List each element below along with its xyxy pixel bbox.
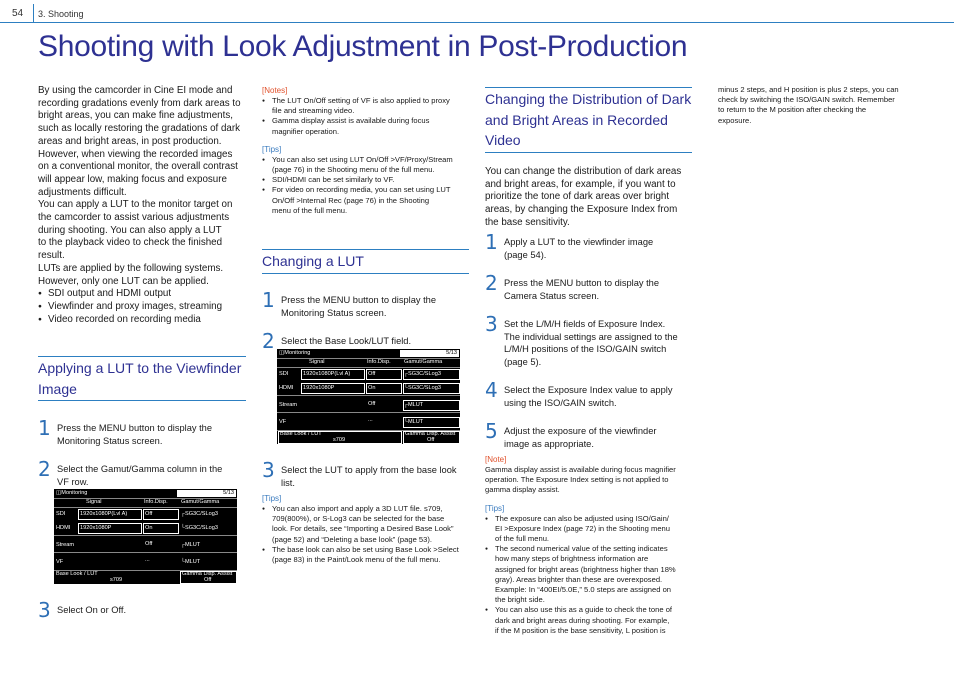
list-item: ● The base look can also be set using Base Look >Select (page 83) in the Paint/Look menu of the full menu. bbox=[262, 545, 472, 565]
section-title-line: Video bbox=[485, 132, 521, 148]
text-line: such as locally restoring the gradations of dark bbox=[38, 123, 241, 135]
list-item: ● Gamma display assist is available during focus magnifier operation. bbox=[262, 116, 472, 136]
monitor-page: 5/13 bbox=[446, 350, 457, 356]
monitor-signal-value: 1920x1080P(Lvl A) bbox=[303, 371, 351, 377]
monitor-info-value: Off bbox=[368, 371, 376, 377]
step-number: 2 bbox=[262, 329, 275, 353]
col2-tips2 bbox=[262, 494, 472, 565]
text-line: to return to the M position after checking the bbox=[718, 105, 867, 115]
step-text bbox=[57, 604, 247, 617]
text-line: Select the Exposure Index value to apply bbox=[504, 385, 673, 395]
text-line: Press the MENU button to display the bbox=[57, 423, 213, 433]
list-item: ● For video on recording media, you can set using LUT On/Off >Internal Rec (page 76) in the Shooting menu of the full menu. bbox=[262, 185, 472, 216]
monitor-info-value: On bbox=[368, 385, 376, 391]
text-line: on a conventional monitor, the overall contrast bbox=[38, 161, 238, 173]
text-line: Select the Gamut/Gamma column in the bbox=[57, 464, 223, 474]
list-item: ● SDI/HDMI can be set similarly to VF. bbox=[262, 175, 472, 185]
monitor-baselook-value: s709 bbox=[333, 437, 346, 443]
col3-intro bbox=[485, 166, 695, 230]
monitor-row-label: VF bbox=[279, 419, 287, 425]
section-title-applying-lut bbox=[38, 356, 246, 401]
grid-line bbox=[277, 412, 460, 413]
text-line: exposure. bbox=[718, 115, 752, 125]
header-separator bbox=[33, 4, 34, 22]
step-text bbox=[504, 425, 694, 450]
list-item: ● You can also import and apply a 3D LUT file. s709, 709(800%), or S-Log3 can be selected for the base look. For details, see “Importing a Desired Base Look” (page 52) and “Deleting a base look” (page 53). bbox=[262, 504, 472, 545]
grid-line bbox=[54, 535, 237, 536]
text-line: You can change the distribution of dark areas bbox=[485, 166, 682, 177]
text-line: bright areas, you can make fine adjustments, bbox=[38, 110, 233, 122]
section-title-changing-distribution bbox=[485, 87, 692, 153]
list-item: ● Video recorded on recording media bbox=[38, 314, 253, 327]
monitor-row-label: VF bbox=[56, 559, 64, 565]
step-number: 3 bbox=[485, 312, 498, 336]
text-line: Monitoring Status screen. bbox=[57, 435, 163, 446]
text-line: Select the Base Look/LUT field. bbox=[281, 336, 412, 346]
text-line: By using the camcorder in Cine EI mode and bbox=[38, 85, 233, 96]
monitoring-screen-2 bbox=[277, 349, 460, 444]
text-line: to the playback video to check the finished bbox=[38, 237, 223, 249]
lut-systems-list bbox=[38, 288, 253, 326]
tips-label: [Tips] bbox=[485, 503, 505, 513]
header-rule bbox=[0, 22, 954, 23]
monitor-gamut-value: ┌MLUT bbox=[404, 402, 424, 408]
text-line: Select the LUT to apply from the base look bbox=[281, 465, 457, 475]
tips-list bbox=[485, 514, 697, 636]
monitor-row-label: SDI bbox=[279, 371, 289, 377]
list-item: ● Viewfinder and proxy images, streaming bbox=[38, 301, 253, 314]
step-text bbox=[504, 318, 699, 368]
monitor-gamut-value: └SG3C/SLog3 bbox=[404, 385, 441, 391]
breadcrumb: 3. Shooting bbox=[38, 9, 84, 19]
step-text bbox=[504, 236, 694, 261]
list-item: ● The second numerical value of the setting indicates how many steps of brightness information are assigned for bright areas (brightness higher than 18% gray). Areas brighter than these are overexposed. Example: In “400EI/5.0E,” 5.0 steps are assigned on the bright side. bbox=[485, 544, 697, 605]
text-line: Camera Status screen. bbox=[504, 290, 600, 301]
list-item: ● You can also use this as a guide to check the tone of dark and bright areas during shooting. For example, if the M position is the base sensitivity, L position is bbox=[485, 605, 697, 636]
step-number: 2 bbox=[38, 457, 51, 481]
monitor-gda-value: Off bbox=[204, 577, 212, 583]
text-line: Adjust the exposure of the viewfinder bbox=[504, 426, 657, 436]
step-text bbox=[281, 335, 471, 348]
text-line: Press the MENU button to display the bbox=[504, 278, 660, 288]
text-line: LUTs are applied by the following systems. bbox=[38, 262, 224, 274]
monitor-gamut-value: ┌SG3C/SLog3 bbox=[404, 371, 441, 377]
monitor-col-signal: Signal bbox=[309, 359, 325, 365]
grid-line bbox=[277, 367, 460, 368]
text-line: and bright areas, for example, if you want to bbox=[485, 178, 676, 190]
monitor-baselook-label: Base Look / LUT bbox=[280, 431, 322, 437]
step-number: 1 bbox=[38, 416, 51, 440]
step-number: 4 bbox=[485, 378, 498, 402]
text-line: adjustments difficult. bbox=[38, 186, 127, 198]
step-text bbox=[57, 422, 247, 447]
monitor-row-label: HDMI bbox=[56, 525, 71, 531]
text-line: (page 5). bbox=[504, 356, 542, 367]
monitor-info-value: ... bbox=[145, 557, 150, 563]
text-line: minus 2 steps, and H position is plus 2 steps, you can bbox=[718, 85, 899, 94]
step-number: 3 bbox=[38, 598, 51, 622]
page-number: 54 bbox=[12, 8, 24, 19]
monitor-signal-value: 1920x1080P bbox=[80, 525, 112, 531]
text-line: Select On or Off. bbox=[57, 605, 127, 615]
monitor-col-signal: Signal bbox=[86, 499, 102, 505]
notes-label: [Notes] bbox=[262, 86, 288, 95]
monitor-info-value: ... bbox=[368, 417, 373, 423]
section-title-line: Image bbox=[38, 380, 77, 397]
col2-notes bbox=[262, 86, 472, 216]
col4-continued-text bbox=[718, 85, 923, 126]
monitor-gda-label: Gamma Disp. Assist bbox=[182, 571, 233, 577]
monitor-signal-value: 1920x1080P bbox=[303, 385, 335, 391]
monitor-baselook-label: Base Look / LUT bbox=[56, 571, 98, 577]
monitor-gda-label: Gamma Disp. Assist bbox=[405, 431, 456, 437]
monitor-row-label: Stream bbox=[279, 402, 298, 408]
list-item: ● The exposure can also be adjusted using ISO/Gain/ EI >Exposure Index (page 72) in the Shooting menu of the full menu. bbox=[485, 514, 697, 545]
text-line: However, when viewing the recorded images bbox=[38, 148, 233, 160]
monitor-row-label: HDMI bbox=[279, 385, 294, 391]
step-number: 5 bbox=[485, 419, 498, 443]
list-item: ● You can also set using LUT On/Off >VF/Proxy/Stream (page 76) in the Shooting menu of the full menu. bbox=[262, 155, 472, 175]
list-item: ● The LUT On/Off setting of VF is also applied to proxy file and streaming video. bbox=[262, 96, 472, 116]
section-title-line: Changing a LUT bbox=[262, 253, 364, 269]
text-line: check by switching the ISO/GAIN switch. Remember bbox=[718, 95, 895, 105]
monitor-col-gamut: Gamut/Gamma bbox=[404, 359, 443, 365]
monitoring-screen-1 bbox=[54, 489, 237, 584]
monitor-col-info: Info.Disp. bbox=[367, 359, 391, 365]
monitor-gamut-value: ┌SG3C/SLog3 bbox=[181, 511, 218, 517]
section-title-line: Applying a LUT to the Viewfinder bbox=[38, 360, 242, 376]
monitor-info-value: Off bbox=[145, 511, 153, 517]
text-line: The individual settings are assigned to the bbox=[504, 331, 678, 342]
text-line: prioritize the tone of dark areas over bright bbox=[485, 191, 670, 203]
text-line: using the ISO/GAIN switch. bbox=[504, 397, 617, 408]
col3-note bbox=[485, 455, 697, 636]
text-line: VF row. bbox=[57, 476, 89, 487]
text-line: image as appropriate. bbox=[504, 438, 594, 449]
monitor-baselook-value: s709 bbox=[110, 577, 123, 583]
text-line: However, only one LUT can be applied. bbox=[38, 275, 209, 287]
tips-label: [Tips] bbox=[262, 494, 282, 503]
section-title-line: Changing the Distribution of Dark bbox=[485, 91, 692, 107]
monitor-page: 5/13 bbox=[223, 490, 234, 496]
step-text bbox=[504, 277, 694, 302]
monitor-gamut-value: └SG3C/SLog3 bbox=[181, 525, 218, 531]
monitor-col-info: Info.Disp. bbox=[144, 499, 168, 505]
text-line: list. bbox=[281, 477, 295, 488]
step-text bbox=[57, 463, 247, 488]
monitor-title: ◫Monitoring bbox=[279, 350, 311, 356]
monitor-row-label: Stream bbox=[56, 542, 75, 548]
monitor-col-gamut: Gamut/Gamma bbox=[181, 499, 220, 505]
text-line: L/M/H positions of the ISO/GAIN switch bbox=[504, 344, 667, 354]
col1-intro bbox=[38, 85, 253, 326]
section-title-changing-lut bbox=[262, 249, 469, 274]
note-label: [Note] bbox=[485, 455, 507, 464]
monitor-gamut-value: └MLUT bbox=[404, 419, 424, 425]
grid-line bbox=[277, 395, 460, 396]
monitor-row-label: SDI bbox=[56, 511, 66, 517]
text-line: recording gradations evenly from dark areas to bbox=[38, 97, 241, 109]
text-line: areas and bright areas, in post production. bbox=[38, 135, 222, 147]
monitor-signal-value: 1920x1080P(Lvl A) bbox=[80, 511, 128, 517]
text-line: You can apply a LUT to the monitor target on bbox=[38, 199, 233, 211]
text-line: the base sensitivity. bbox=[485, 216, 570, 228]
text-line: the camcorder to assist various adjustments bbox=[38, 212, 230, 224]
text-line: will appear low, making focus and exposure bbox=[38, 173, 227, 185]
text-line: Apply a LUT to the viewfinder image bbox=[504, 237, 654, 247]
step-number: 1 bbox=[262, 288, 275, 312]
text-line: during shooting. You can also apply a LUT bbox=[38, 224, 222, 236]
text-line: Set the L/M/H fields of Exposure Index. bbox=[504, 319, 666, 329]
step-number: 3 bbox=[262, 458, 275, 482]
page-title: Shooting with Look Adjustment in Post-Production bbox=[38, 30, 688, 63]
monitor-gamut-value: ┌MLUT bbox=[181, 542, 201, 548]
monitor-info-value: Off bbox=[145, 541, 153, 547]
text-line: (page 54). bbox=[504, 249, 547, 260]
text-line: result. bbox=[38, 250, 65, 262]
grid-line bbox=[54, 507, 237, 508]
step-text bbox=[281, 464, 476, 489]
tips-list bbox=[262, 504, 472, 565]
tips-list bbox=[262, 155, 472, 216]
list-item: ● SDI output and HDMI output bbox=[38, 288, 253, 301]
monitor-info-value: Off bbox=[368, 401, 376, 407]
monitor-info-value: On bbox=[145, 525, 153, 531]
text-line: Monitoring Status screen. bbox=[281, 307, 387, 318]
monitor-page-box bbox=[400, 350, 459, 357]
monitor-gda-value: Off bbox=[427, 437, 435, 443]
step-number: 2 bbox=[485, 271, 498, 295]
tips-label: [Tips] bbox=[262, 144, 282, 154]
monitor-title: ◫Monitoring bbox=[56, 490, 88, 496]
section-title-line: and Bright Areas in Recorded bbox=[485, 111, 668, 128]
monitor-page-box bbox=[177, 490, 236, 497]
note-text: Gamma display assist is available during focus magnifier operation. The Exposure Index setting is not applied to gamma display assist. bbox=[485, 465, 676, 495]
step-text bbox=[504, 384, 694, 409]
notes-list bbox=[262, 96, 472, 137]
monitor-gamut-value: └MLUT bbox=[181, 559, 201, 565]
step-number: 1 bbox=[485, 230, 498, 254]
text-line: areas, by changing the Exposure Index from bbox=[485, 204, 678, 216]
step-text bbox=[281, 294, 471, 319]
text-line: Press the MENU button to display the bbox=[281, 295, 437, 305]
grid-line bbox=[54, 552, 237, 553]
